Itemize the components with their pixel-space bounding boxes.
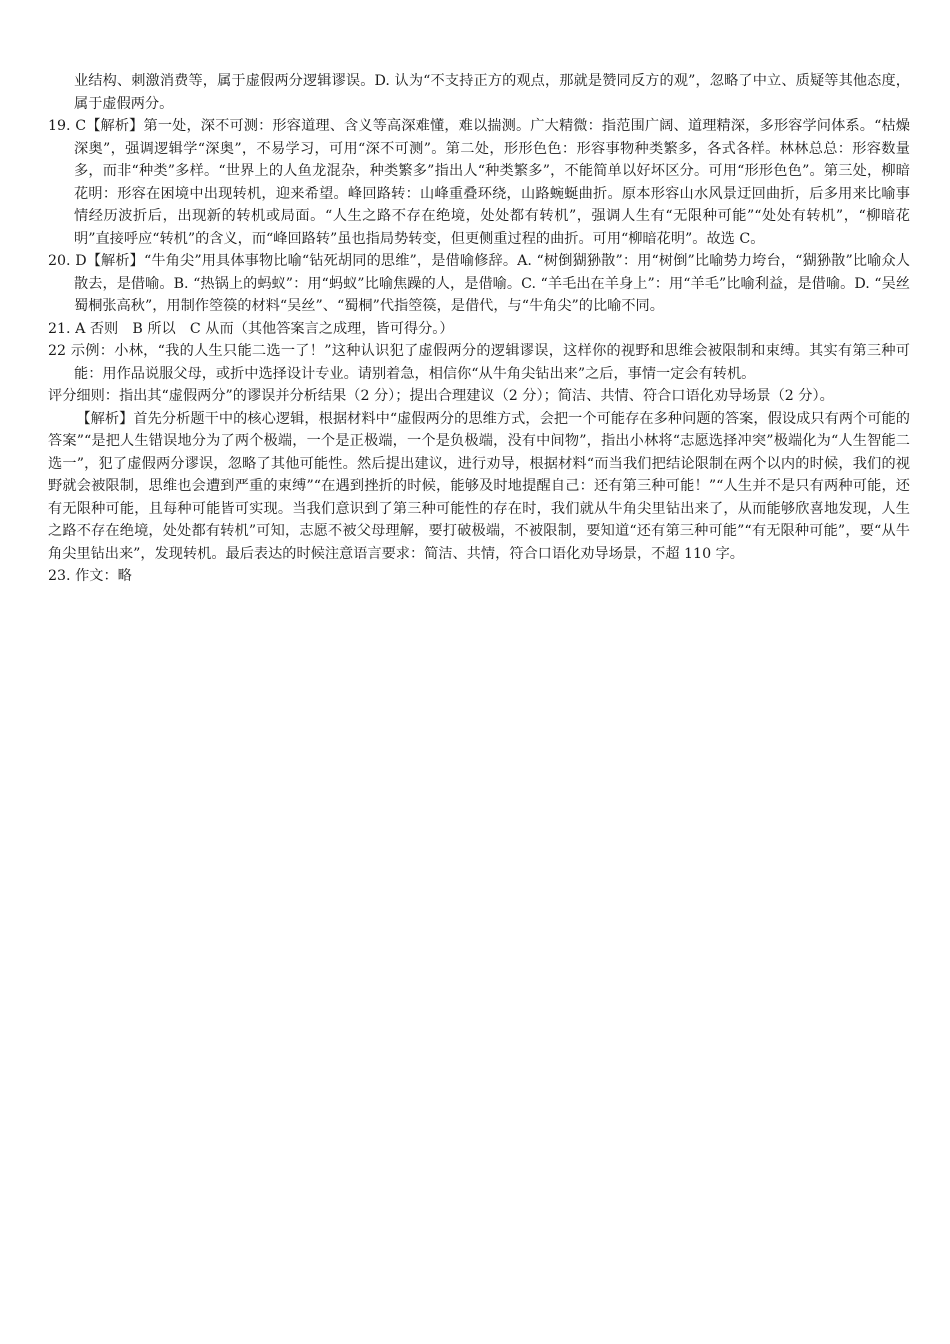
answer-23: 23. 作文：略 bbox=[48, 568, 132, 584]
answer-19: 19. C【解析】第一处，深不可测：形容道理、含义等高深难懂，难以揣测。广大精微：指范围广阔、道理精深，多形容学问体系。“枯燥深奥”，强调逻辑学“深奥”，不易学习，可用“深不可测”。第二处，形形色色：形容事物种类繁多，各式各样。林林总总：形容数量多，而非“种类”多样。“世界上的人鱼龙混杂，种类繁多”指出人“种类繁多”，不能简单以好坏区分。可用“形形色色”。第三处，柳暗花明：形容在困境中出现转机，迎来希望。峰回路转：山峰重叠环绕，山路蜿蜒曲折。原本形容山水风景迂回曲折，后多用来比喻事情经历波折后，出现新的转机或局面。“人生之路不存在绝境，处处都有转机”，强调人生有“无限种可能”“处处有转机”，“柳暗花明”直接呼应“转机”的含义，而“峰回路转”虽也指局势转变，但更侧重过程的曲折。可用“柳暗花明”。故选 C。 bbox=[48, 118, 910, 247]
answer-21: 21. A 否则 B 所以 C 从而（其他答案言之成理，皆可得分。） bbox=[48, 320, 454, 337]
scoring-rules: 评分细则：指出其“虚假两分”的谬误并分析结果（2 分）；提出合理建议（2 分）；简洁、共情、符合口语化劝导场景（2 分）。 bbox=[48, 388, 834, 404]
answer-22-example: 22 示例：小林，“我的人生只能二选一了！”这种认识犯了虚假两分的逻辑谬误，这样你的视野和思维会被限制和束缚。其实有第三种可能：用作品说服父母，或折中选择设计专业。请别着急，相信你“从牛角尖钻出来”之后，事情一定会有转机。 bbox=[48, 343, 910, 382]
answer-20: 20. D【解析】“牛角尖”用具体事物比喻“钻死胡同的思维”，是借喻修辞。A. “树倒猢狲散”：用“树倒”比喻势力垮台，“猢狲散”比喻众人散去，是借喻。B. “热锅上的蚂蚁”：用“蚂蚁”比喻焦躁的人，是借喻。C. “羊毛出在羊身上”：用“羊毛”比喻利益，是借喻。D. “吴丝蜀桐张高秋”，用制作箜篌的材料“吴丝”、“蜀桐”代指箜篌，是借代，与“牛角尖”的比喻不同。 bbox=[48, 253, 910, 314]
paragraph-continued: 业结构、刺激消费等，属于虚假两分逻辑谬误。D. 认为“不支持正方的观点，那就是赞同反方的观”，忽略了中立、质疑等其他态度，属于虚假两分。 bbox=[74, 73, 910, 112]
answer-22-analysis: 【解析】首先分析题干中的核心逻辑，根据材料中“虚假两分的思维方式，会把一个可能存在多种问题的答案，假设成只有两个可能的答案”“是把人生错误地分为了两个极端，一个是正极端，一个是负极端，没有中间物”，指出小林将“志愿选择冲突”极端化为“人生智能二选一”，犯了虚假两分谬误，忽略了其他可能性。然后提出建议，进行劝导，根据材料“而当我们把结论限制在两个以内的时候，我们的视野就会被限制，思维也会遭到严重的束缚”“在遇到挫折的时候，能够及时地提醒自己：还有第三种可能！”“人生并不是只有两种可能，还有无限种可能，且每种可能皆可实现。当我们意识到了第三种可能性的存在时，我们就从牛角尖里钻出来了，从而能够欣喜地发现，人生之路不存在绝境，处处都有转机”可知，志愿不被父母理解，要打破极端，不被限制，要知道“还有第三种可能”“有无限种可能”，要“从牛角尖里钻出来”，发现转机。最后表达的时候注意语言要求：简洁、共情，符合口语化劝导场景，不超 110 字。 bbox=[48, 410, 910, 562]
answer-explanation-page bbox=[48, 70, 910, 588]
